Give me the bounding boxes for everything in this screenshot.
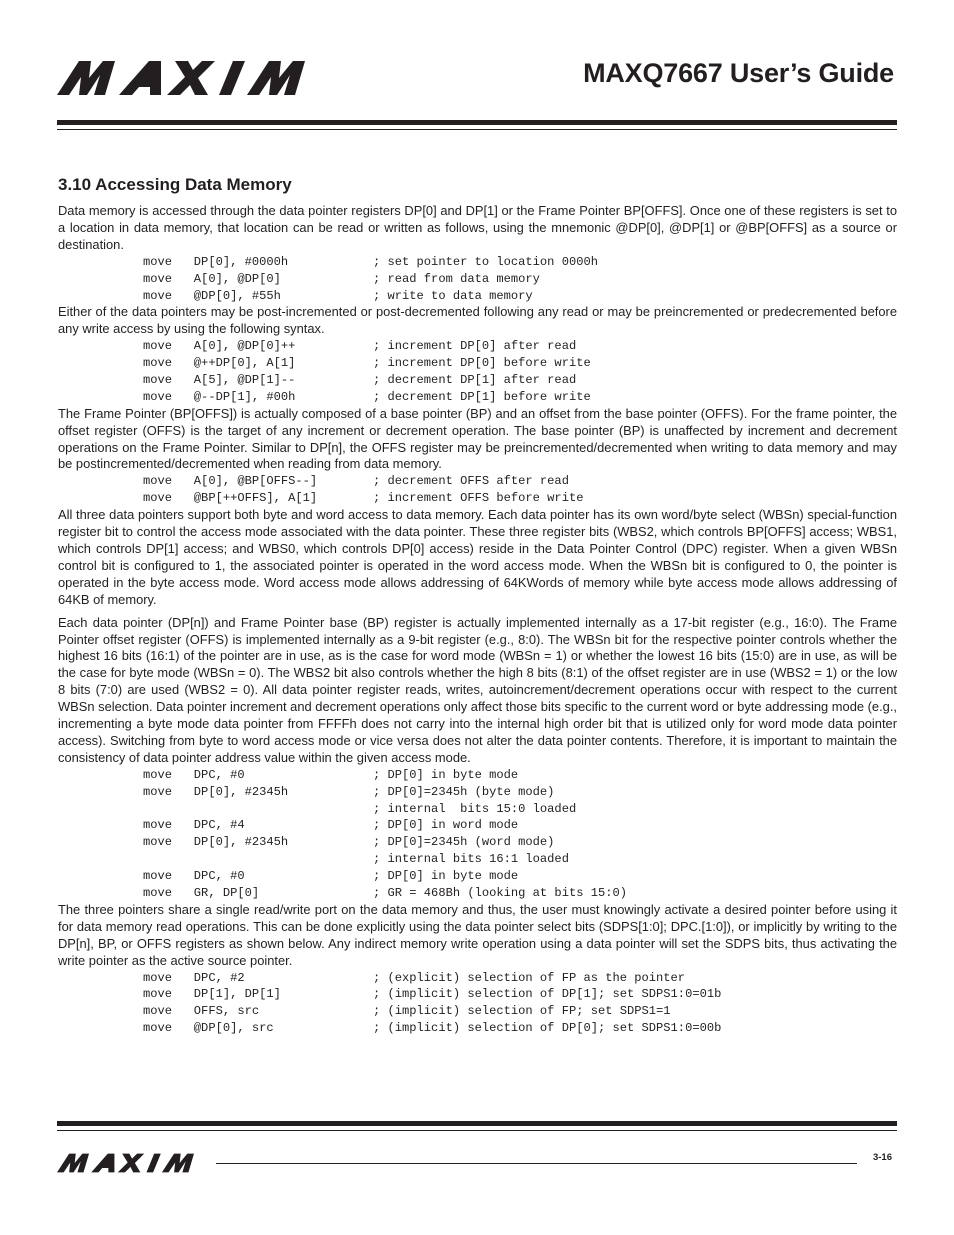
body-paragraph: Either of the data pointers may be post-incremented or post-decremented following any read or may be preincremented or predecremented before any write access by using the following syntax. [58, 304, 897, 337]
code-comment: ; GR = 468Bh (looking at bits 15:0) [373, 886, 628, 900]
code-instruction: move @BP[++OFFS], A[1] [143, 491, 318, 506]
footer-rule-thick [57, 1121, 897, 1126]
code-comment: ; decrement OFFS after read [373, 474, 569, 489]
code-comment: ; read from data memory [373, 271, 540, 286]
body-paragraph: The three pointers share a single read/write port on the data memory and thus, the user must knowingly activate a desired pointer before using it for data memory read operations. This can be done explicitly using the data pointer select bits (SDPS[1:0]; DPC.[1:0]), or implicitly by writing to the DP[n], BP, or OFFS registers as shown below. Any indirect memory write operation using a data pointer will set the SDPS bits, thus activating the write pointer as the active source pointer. [58, 901, 897, 968]
code-block [58, 473, 897, 507]
code-comment: ; decrement DP[1] after read [373, 372, 577, 387]
code-instruction: move DPC, #2 [143, 970, 245, 985]
code-instruction: move DP[0], #2345h [143, 784, 289, 799]
document-title: MAXQ7667 User’s Guide [583, 58, 894, 88]
code-instruction: move DPC, #0 [143, 767, 245, 782]
code-line [143, 986, 897, 1003]
code-line [143, 254, 897, 271]
code-instruction: move DP[0], #0000h [143, 254, 289, 269]
header-rule-thick [57, 120, 897, 125]
code-instruction: move @DP[0], #55h [143, 288, 281, 303]
code-comment: ; DP[0]=2345h (byte mode) [373, 784, 555, 799]
code-comment: ; (implicit) selection of DP[0]; set SDPS1:0=00b [373, 1021, 722, 1036]
code-comment: ; write to data memory [373, 288, 533, 303]
code-comment: ; (implicit) selection of DP[1]; set SDPS1:0=01b [373, 987, 722, 1002]
code-instruction: move @++DP[0], A[1] [143, 356, 296, 371]
code-comment: ; DP[0] in byte mode [373, 767, 519, 782]
code-block [58, 254, 897, 305]
code-instruction: move DP[1], DP[1] [143, 987, 281, 1002]
code-comment: ; set pointer to location 0000h [373, 254, 598, 269]
code-line [143, 490, 897, 507]
code-line [143, 767, 897, 784]
code-line [143, 868, 897, 885]
code-line [143, 851, 897, 868]
code-line [143, 372, 897, 389]
code-comment: ; (implicit) selection of FP; set SDPS1=1 [373, 1004, 671, 1019]
code-comment: ; decrement DP[1] before write [373, 389, 591, 404]
code-instruction: move @--DP[1], #00h [143, 389, 296, 404]
main-content [58, 174, 897, 1037]
code-instruction: move DPC, #4 [143, 818, 245, 833]
code-instruction: move A[5], @DP[1]-- [143, 372, 296, 387]
code-line [143, 834, 897, 851]
body-paragraph: Data memory is accessed through the data pointer registers DP[0] and DP[1] or the Frame Pointer BP[OFFS]. Once one of these registers is set to a location in data memory, that location can be read or written as follows, using the mnemonic @DP[0], @DP[1] or @BP[OFFS] as a source or destination. [58, 203, 897, 252]
footer-line [216, 1163, 857, 1164]
code-comment: ; increment DP[0] after read [373, 339, 577, 354]
code-comment: ; DP[0]=2345h (word mode) [373, 835, 555, 850]
code-line [143, 784, 897, 801]
code-line [143, 338, 897, 355]
maxim-logo [57, 60, 325, 96]
code-block [58, 970, 897, 1038]
footer-maxim-logo [57, 1153, 205, 1173]
body-paragraph: The Frame Pointer (BP[OFFS]) is actually composed of a base pointer (BP) and an offset from the base pointer (OFFS). For the frame pointer, the offset register (OFFS) is the target of any increment or decrement operation. The base pointer (BP) is unaffected by increment and decrement operations on the Frame Pointer. Similar to DP[n], the OFFS register may be preincremented/decremented when writing to data memory and may be postincremented/decremented when reading from data memory. [58, 405, 897, 472]
code-comment: ; internal bits 16:1 loaded [373, 852, 569, 867]
code-instruction: move GR, DP[0] [143, 886, 260, 900]
code-comment: ; DP[0] in byte mode [373, 869, 519, 884]
code-instruction: move @DP[0], src [143, 1021, 274, 1036]
code-comment: ; internal bits 15:0 loaded [373, 801, 577, 816]
code-line [143, 288, 897, 305]
content-blocks [58, 203, 897, 1037]
page-number: 3-16 [872, 1152, 892, 1163]
code-instruction: move OFFS, src [143, 1004, 260, 1019]
body-paragraph: Each data pointer (DP[n]) and Frame Pointer base (BP) register is actually implemented internally as a 17-bit register (e.g., 16:0). The Frame Pointer offset register (OFFS) is implemented internally as a 9-bit register (e.g., 8:0). The WBSn bit for the respective pointer controls whether the highest 16 bits (16:1) of the pointer are in use, as is the case for word mode (WBSn = 1) or whether the lowest 16 bits (15:0) are in use, as will be the case for byte mode (WBSn = 0). The WBS2 bit also controls whether the high 8 bits (8:1) of the offset register are in use (WBS2 = 1) or the low 8 bits (7:0) are used (WBS2 = 0). All data pointer register reads, writes, autoincrement/decrement operations occur with respect to the current WBSn selection. Data pointer increment and decrement operations only affect those bits specific to the current word or byte addressing mode (e.g., incrementing a byte mode data pointer from FFFFh does not carry into the internal high order bit that is utilized only for word mode data pointer access). Switching from byte to word access mode or vice versa does not alter the data pointer contents. Therefore, it is important to maintain the consistency of data pointer address value within the given access mode. [58, 614, 897, 765]
code-instruction: move DP[0], #2345h [143, 835, 289, 850]
code-line [143, 885, 897, 902]
code-line [143, 271, 897, 288]
code-line [143, 473, 897, 490]
code-line [143, 355, 897, 372]
body-paragraph: All three data pointers support both byte and word access to data memory. Each data pointer has its own word/byte select (WBSn) special-function register bit to control the access mode associated with the data pointer. These three register bits (WBS2, which controls BP[OFFS] access; WBS1, which controls DP[1] access; and WBS0, which controls DP[0] access) reside in the Data Pointer Control (DPC) register. When a given WBSn control bit is configured to 1, the associated pointer is operated in the word access mode. When the WBSn bit is configured to 0, the pointer is operated in the byte access mode. Word access mode allows addressing of 64KWords of memory while byte access mode allows addressing of 64KB of memory. [58, 507, 897, 607]
code-line [143, 817, 897, 834]
code-comment: ; increment DP[0] before write [373, 356, 591, 371]
footer-rule-thin [57, 1130, 897, 1131]
code-line [143, 389, 897, 406]
code-line [143, 801, 897, 818]
code-comment: ; DP[0] in word mode [373, 818, 519, 833]
code-instruction: move DPC, #0 [143, 869, 245, 884]
code-instruction: move A[0], @BP[OFFS--] [143, 474, 318, 489]
code-line [143, 970, 897, 987]
code-line [143, 1003, 897, 1020]
code-instruction: move A[0], @DP[0] [143, 271, 281, 286]
header-rule-thin [57, 129, 897, 130]
code-block [58, 767, 897, 902]
code-block [58, 338, 897, 406]
section-heading: 3.10 Accessing Data Memory [58, 175, 292, 194]
code-instruction: move A[0], @DP[0]++ [143, 339, 296, 354]
code-line [143, 1020, 897, 1037]
code-comment: ; (explicit) selection of FP as the pointer [373, 970, 686, 985]
code-comment: ; increment OFFS before write [373, 491, 584, 506]
